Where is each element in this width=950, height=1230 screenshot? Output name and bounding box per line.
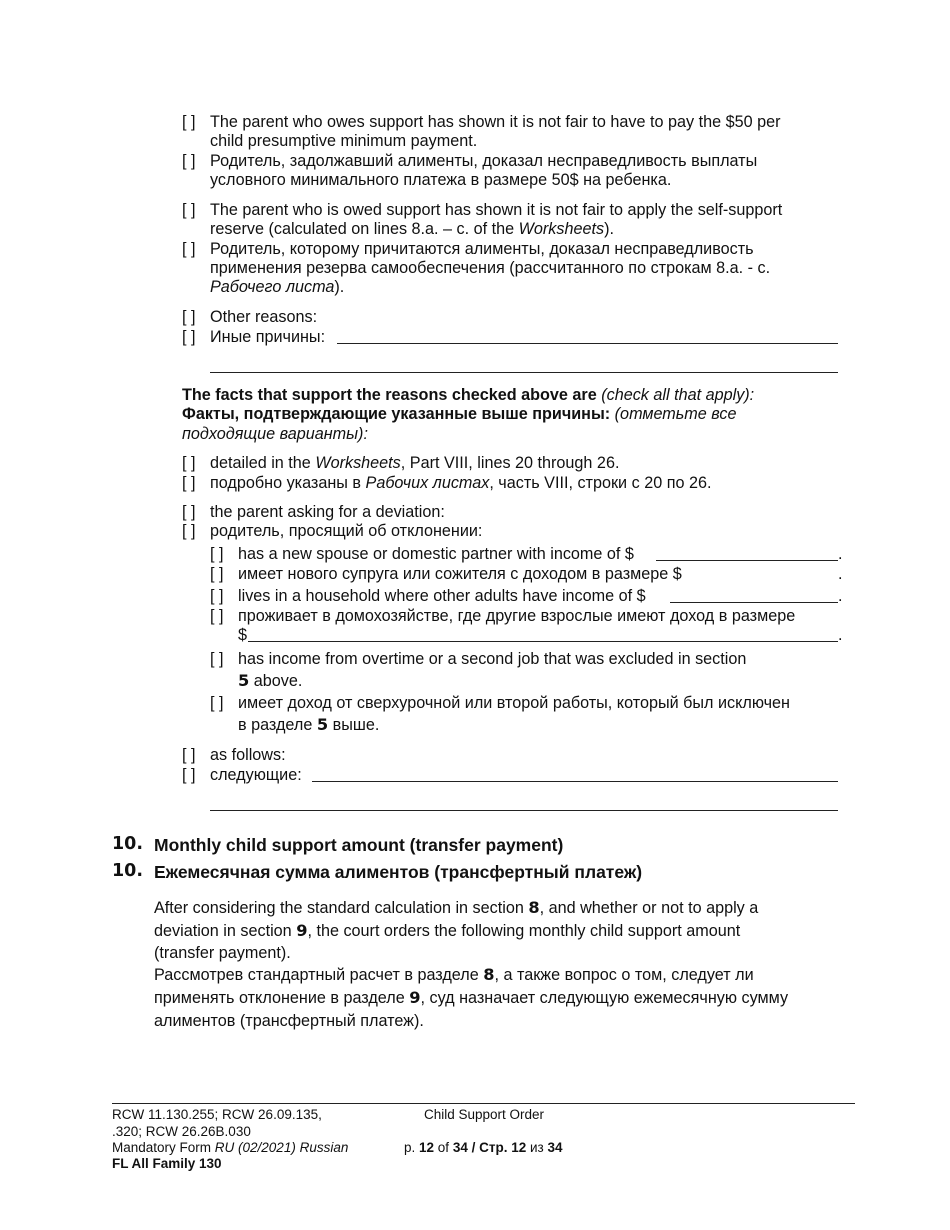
checkbox[interactable]: [ ] (182, 201, 196, 219)
facts-heading: Факты, подтверждающие указанные выше причины: (отметьте все (182, 405, 737, 423)
facts-heading: The facts that support the reasons checked above are (check all that apply): (182, 386, 755, 404)
dollar-sign: $ (238, 626, 248, 644)
fact-text: as follows: (210, 746, 286, 764)
checkbox[interactable]: [ ] (182, 503, 196, 521)
footer-rcw: .320; RCW 26.26B.030 (112, 1124, 251, 1139)
footer-mandatory: Mandatory Form RU (02/2021) Russian (112, 1140, 349, 1155)
reason-text: применения резерва самообеспечения (рассчитанного по строкам 8.a. - c. (210, 259, 771, 277)
fact-text: lives in a household where other adults have income of $ (238, 587, 646, 605)
checkbox[interactable]: [ ] (210, 565, 224, 583)
checkbox[interactable]: [ ] (210, 694, 224, 712)
checkbox[interactable]: [ ] (182, 454, 196, 472)
reason-text: reserve (calculated on lines 8.a. – c. of the Worksheets). (210, 220, 614, 238)
footer-page-number: p. 12 of 34 / Стр. 12 из 34 (404, 1140, 563, 1155)
period: . (838, 587, 843, 605)
footer-rcw: RCW 11.130.255; RCW 26.09.135, (112, 1107, 322, 1122)
checkbox[interactable]: [ ] (182, 328, 196, 346)
section-paragraph: deviation in section 9, the court orders the following monthly child support amount (154, 921, 741, 940)
fact-text: следующие: (210, 766, 302, 784)
household-income-line-ru[interactable] (248, 641, 838, 642)
other-reasons-label: Other reasons: (210, 308, 318, 326)
period: . (838, 545, 843, 563)
checkbox[interactable]: [ ] (182, 152, 196, 170)
checkbox[interactable]: [ ] (182, 474, 196, 492)
checkbox[interactable]: [ ] (210, 607, 224, 625)
other-reasons-label: Иные причины: (210, 328, 326, 346)
other-reasons-line[interactable] (337, 343, 838, 344)
section-number: 10. (112, 861, 144, 881)
reason-text: child presumptive minimum payment. (210, 132, 478, 150)
fact-text: имеет доход от сверхурочной или второй работы, который был исключен (238, 694, 790, 712)
fact-text: в разделе 5 выше. (238, 715, 380, 734)
reason-text: Родитель, задолжавший алименты, доказал несправедливость выплаты (210, 152, 758, 170)
checkbox[interactable]: [ ] (210, 545, 224, 563)
period: . (838, 565, 843, 583)
fact-text: the parent asking for a deviation: (210, 503, 445, 521)
checkbox[interactable]: [ ] (210, 587, 224, 605)
spouse-income-line[interactable] (656, 560, 838, 561)
footer-title: Child Support Order (424, 1107, 545, 1122)
reason-text: Рабочего листа). (210, 278, 345, 296)
reason-text: условного минимального платежа в размере 50$ на ребенка. (210, 171, 672, 189)
section-title: Monthly child support amount (transfer payment) (154, 835, 564, 855)
checkbox[interactable]: [ ] (182, 308, 196, 326)
fact-text: has a new spouse or domestic partner with income of $ (238, 545, 634, 563)
checkbox[interactable]: [ ] (210, 650, 224, 668)
footer-rule (112, 1103, 855, 1104)
reason-text: The parent who owes support has shown it is not fair to have to pay the $50 per (210, 113, 781, 131)
fact-text: 5 above. (238, 671, 303, 690)
fact-text: has income from overtime or a second job that was excluded in section (238, 650, 747, 668)
reason-text: Родитель, которому причитаются алименты, доказал несправедливость (210, 240, 754, 258)
fact-text: подробно указаны в Рабочих листах, часть VIII, строки с 20 по 26. (210, 474, 712, 492)
section-number: 10. (112, 834, 144, 854)
fact-text: родитель, просящий об отклонении: (210, 522, 483, 540)
checkbox[interactable]: [ ] (182, 522, 196, 540)
footer-form-id: FL All Family 130 (112, 1156, 222, 1171)
fact-text: имеет нового супруга или сожителя с доходом в размере $ (238, 565, 682, 583)
checkbox[interactable]: [ ] (182, 240, 196, 258)
section-paragraph: Рассмотрев стандартный расчет в разделе 8, а также вопрос о том, следует ли (154, 965, 754, 984)
section-paragraph: применять отклонение в разделе 9, суд назначает следующую ежемесячную сумму (154, 988, 789, 1007)
fact-text: detailed in the Worksheets, Part VIII, lines 20 through 26. (210, 454, 620, 472)
reason-text: The parent who is owed support has shown it is not fair to apply the self-support (210, 201, 783, 219)
period: . (838, 626, 843, 644)
as-follows-line[interactable] (210, 810, 838, 811)
section-title: Ежемесячная сумма алиментов (трансфертный платеж) (154, 862, 643, 882)
fact-text: проживает в домохозяйстве, где другие взрослые имеют доход в размере (238, 607, 796, 625)
section-paragraph: After considering the standard calculation in section 8, and whether or not to apply a (154, 898, 759, 917)
section-paragraph: алиментов (трансфертный платеж). (154, 1012, 424, 1030)
other-reasons-line[interactable] (210, 372, 838, 373)
checkbox[interactable]: [ ] (182, 766, 196, 784)
as-follows-line[interactable] (312, 781, 838, 782)
checkbox[interactable]: [ ] (182, 746, 196, 764)
checkbox[interactable]: [ ] (182, 113, 196, 131)
section-paragraph: (transfer payment). (154, 944, 291, 962)
household-income-line[interactable] (670, 602, 838, 603)
facts-heading: подходящие варианты): (182, 425, 368, 443)
